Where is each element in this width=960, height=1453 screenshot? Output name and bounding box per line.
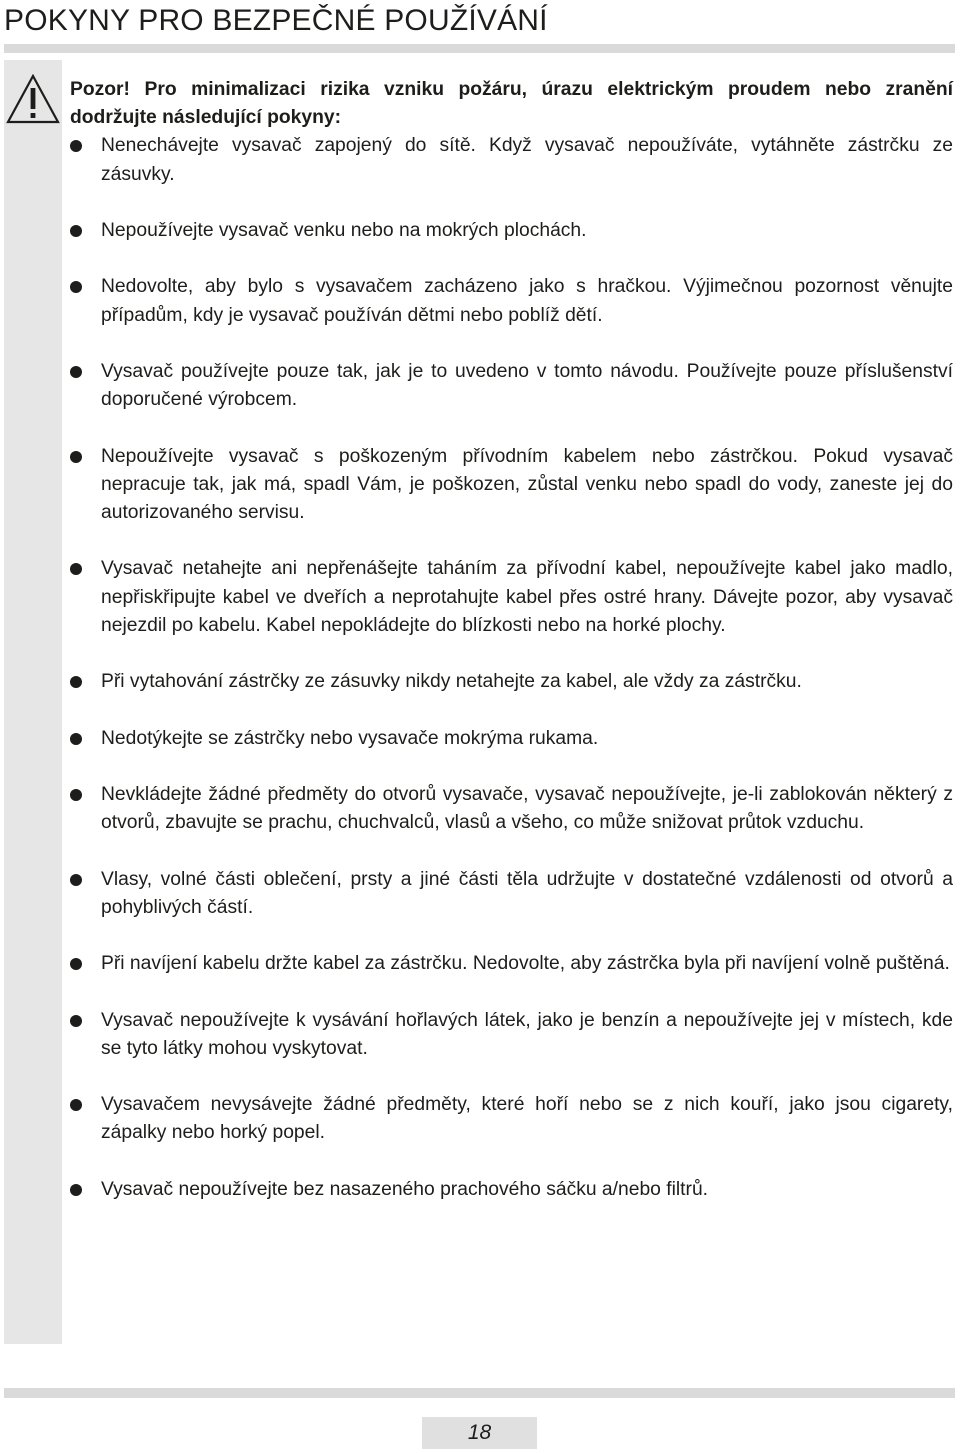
list-item bbox=[70, 950, 953, 978]
rule-text: Vysavač nepoužívejte bez nasazeného prachového sáčku a/nebo filtrů. bbox=[101, 1178, 709, 1200]
list-item bbox=[70, 1176, 953, 1204]
list-item bbox=[70, 1091, 953, 1147]
rule-text: Při vytahování zástrčky ze zásuvky nikdy netahejte za kabel, ale vždy za zástrčku. bbox=[101, 671, 802, 693]
rule-text: Nedotýkejte se zástrčky nebo vysavače mokrýma rukama. bbox=[101, 727, 599, 749]
bullet-icon bbox=[70, 1184, 82, 1196]
list-item bbox=[70, 781, 953, 837]
rule-text: Vlasy, volné části oblečení, prsty a jiné části těla udržujte v dostatečné vzdálenosti od otvorů a pohyblivých částí. bbox=[101, 868, 953, 918]
rule-text: Při navíjení kabelu držte kabel za zástrčku. Nedovolte, aby zástrčka byla při navíjení volně puštěná. bbox=[101, 953, 950, 975]
bullet-icon bbox=[70, 733, 82, 745]
list-item bbox=[70, 443, 953, 528]
bullet-icon bbox=[70, 366, 82, 378]
rule-text: Vysavač používejte pouze tak, jak je to uvedeno v tomto návodu. Používejte pouze příslušenství doporučené výrobcem. bbox=[101, 360, 953, 411]
bullet-icon bbox=[70, 874, 82, 886]
warning-triangle-icon bbox=[6, 74, 60, 124]
bullet-icon bbox=[70, 676, 82, 688]
bullet-icon bbox=[70, 140, 82, 152]
list-item bbox=[70, 668, 953, 696]
bullet-icon bbox=[70, 225, 82, 237]
bullet-icon bbox=[70, 1099, 82, 1111]
list-item bbox=[70, 866, 953, 922]
warning-sidebar bbox=[4, 60, 62, 1344]
page-number: 18 bbox=[422, 1417, 537, 1449]
list-item bbox=[70, 358, 953, 414]
list-item bbox=[70, 1007, 953, 1063]
bullet-icon bbox=[70, 281, 82, 293]
list-item bbox=[70, 555, 953, 640]
list-item bbox=[70, 132, 953, 188]
footer-divider bbox=[4, 1388, 955, 1398]
bullet-icon bbox=[70, 563, 82, 575]
warning-intro: Pozor! Pro minimalizaci rizika vzniku požáru, úrazu elektrickým proudem nebo zranění dodržujte následující pokyny: bbox=[70, 79, 953, 129]
bullet-icon bbox=[70, 958, 82, 970]
safety-instructions bbox=[70, 76, 953, 1232]
rules-list bbox=[70, 132, 953, 1204]
rule-text: Nedovolte, aby bylo s vysavačem zacházeno jako s hračkou. Výjimečnou pozornost věnujte případům, kdy je vysavač používán dětmi nebo poblíž dětí. bbox=[101, 276, 953, 326]
rule-text: Vysavačem nevysávejte žádné předměty, které hoří nebo se z nich kouří, jako jsou cigarety, zápalky nebo horký popel. bbox=[101, 1094, 953, 1144]
list-item bbox=[70, 217, 953, 245]
rule-text: Vysavač nepoužívejte k vysávání hořlavých látek, jako je benzín a nepoužívejte jej v místech, kde se tyto látky mohou vyskytovat. bbox=[101, 1009, 953, 1059]
bullet-icon bbox=[70, 451, 82, 463]
header-divider bbox=[4, 44, 955, 53]
list-item bbox=[70, 273, 953, 329]
bullet-icon bbox=[70, 789, 82, 801]
rule-text: Nepoužívejte vysavač venku nebo na mokrých plochách. bbox=[101, 220, 587, 241]
rule-text: Nepoužívejte vysavač s poškozeným přívodním kabelem nebo zástrčkou. Pokud vysavač nepracuje tak, jak má, spadl Vám, je poškozen, zůstal venku nebo spadl do vody, zaneste jej do autorizovaného servisu. bbox=[101, 445, 953, 523]
list-item bbox=[70, 725, 953, 753]
rule-text: Vysavač netahejte ani nepřenášejte taháním za přívodní kabel, nepoužívejte kabel jako madlo, nepřiskřipujte kabel ve dveřích a neprotahujte kabel přes ostré hrany. Dávejte pozor, aby vysavač nejezdil po kabelu. Kabel nepokládejte do blízkosti nebo na horké plochy. bbox=[101, 558, 953, 636]
bullet-icon bbox=[70, 1015, 82, 1027]
rule-text: Nenechávejte vysavač zapojený do sítě. Když vysavač nepoužíváte, vytáhněte zástrčku ze zásuvky. bbox=[101, 135, 953, 185]
rule-text: Nevkládejte žádné předměty do otvorů vysavače, vysavač nepoužívejte, je-li zablokován některý z otvorů, zbavujte se prachu, chuchvalců, vlasů a všeho, co může snižovat průtok vzduchu. bbox=[101, 783, 953, 834]
page-title: POKYNY PRO BEZPEČNÉ POUŽÍVÁNÍ bbox=[4, 4, 548, 37]
